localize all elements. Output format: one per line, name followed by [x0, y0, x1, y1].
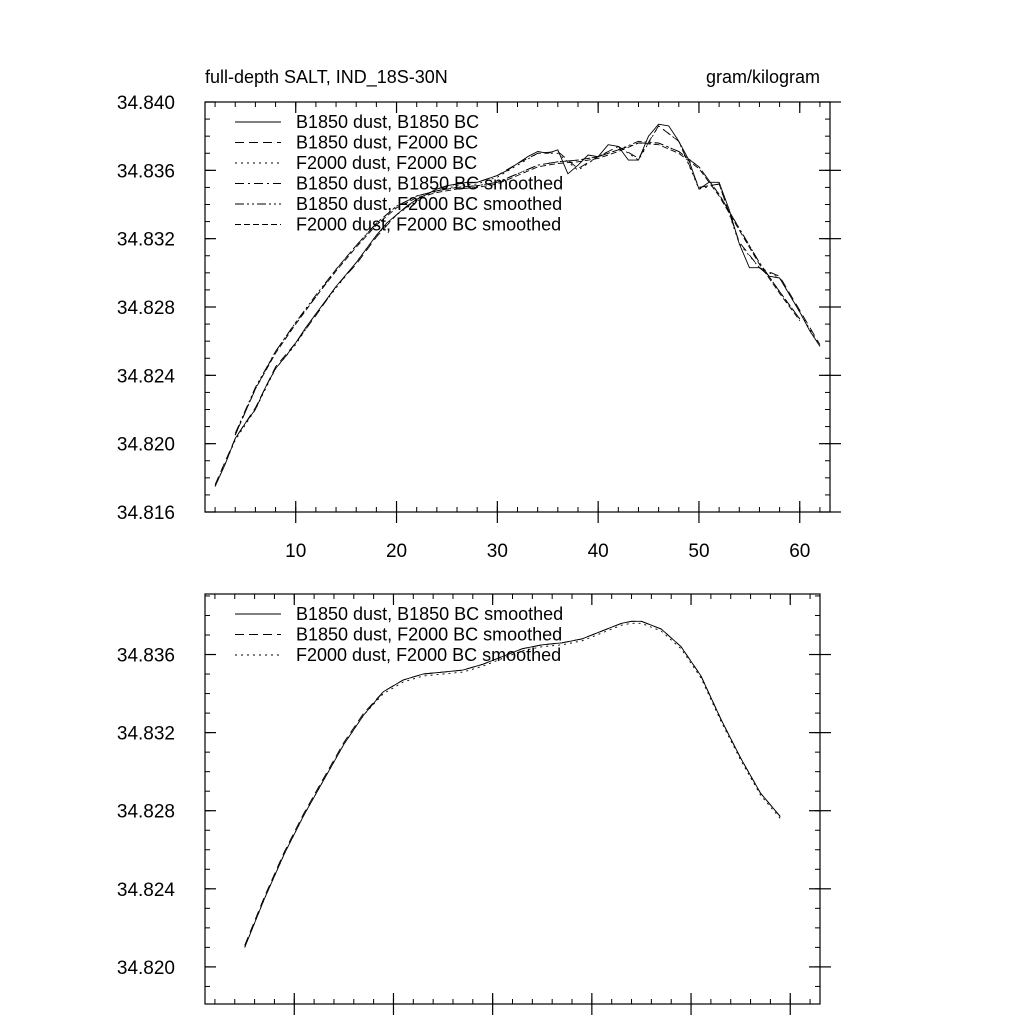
y-tick-label: 34.820 — [116, 434, 175, 456]
legend-label-1: B1850 dust, B1850 BC — [296, 112, 480, 132]
y-tick-label: 34.828 — [116, 298, 175, 319]
legend-label-4: B1850 dust, B1850 BC smoothed — [296, 173, 564, 194]
y-tick-label: 34.832 — [116, 723, 175, 745]
x-tick-label: 20 — [385, 541, 408, 562]
y-tick-label: 34.824 — [116, 366, 175, 388]
x-tick-label: 50 — [688, 541, 710, 562]
legend-label-3: F2000 dust, F2000 BC smoothed — [296, 645, 562, 665]
chart-title-right: gram/kilogram — [705, 67, 820, 87]
y-tick-label: 34.820 — [116, 957, 175, 979]
x-tick-label: 30 — [486, 541, 508, 562]
legend-label-1: B1850 dust, B1850 BC smoothed — [296, 604, 564, 624]
legend-label-2: B1850 dust, F2000 BC — [296, 132, 479, 153]
x-tick-label: 60 — [789, 541, 811, 562]
y-tick-label: 34.840 — [116, 93, 175, 114]
legend-label-6: F2000 dust, F2000 BC smoothed — [296, 214, 562, 235]
y-tick-label: 34.828 — [116, 801, 175, 823]
legend-label-5: B1850 dust, F2000 BC smoothed — [296, 194, 563, 214]
y-tick-label: 34.836 — [116, 645, 175, 667]
x-tick-label: 40 — [587, 541, 609, 562]
y-tick-label: 34.824 — [116, 879, 175, 901]
y-tick-label: 34.836 — [116, 161, 175, 183]
y-tick-label: 34.832 — [116, 229, 175, 251]
x-tick-label: 10 — [285, 541, 307, 562]
legend-label-2: B1850 dust, F2000 BC smoothed — [296, 624, 563, 645]
chart-title-left: full-depth SALT, IND_18S-30N — [205, 67, 448, 87]
y-tick-label: 34.816 — [116, 503, 175, 524]
legend-label-3: F2000 dust, F2000 BC — [296, 153, 478, 173]
